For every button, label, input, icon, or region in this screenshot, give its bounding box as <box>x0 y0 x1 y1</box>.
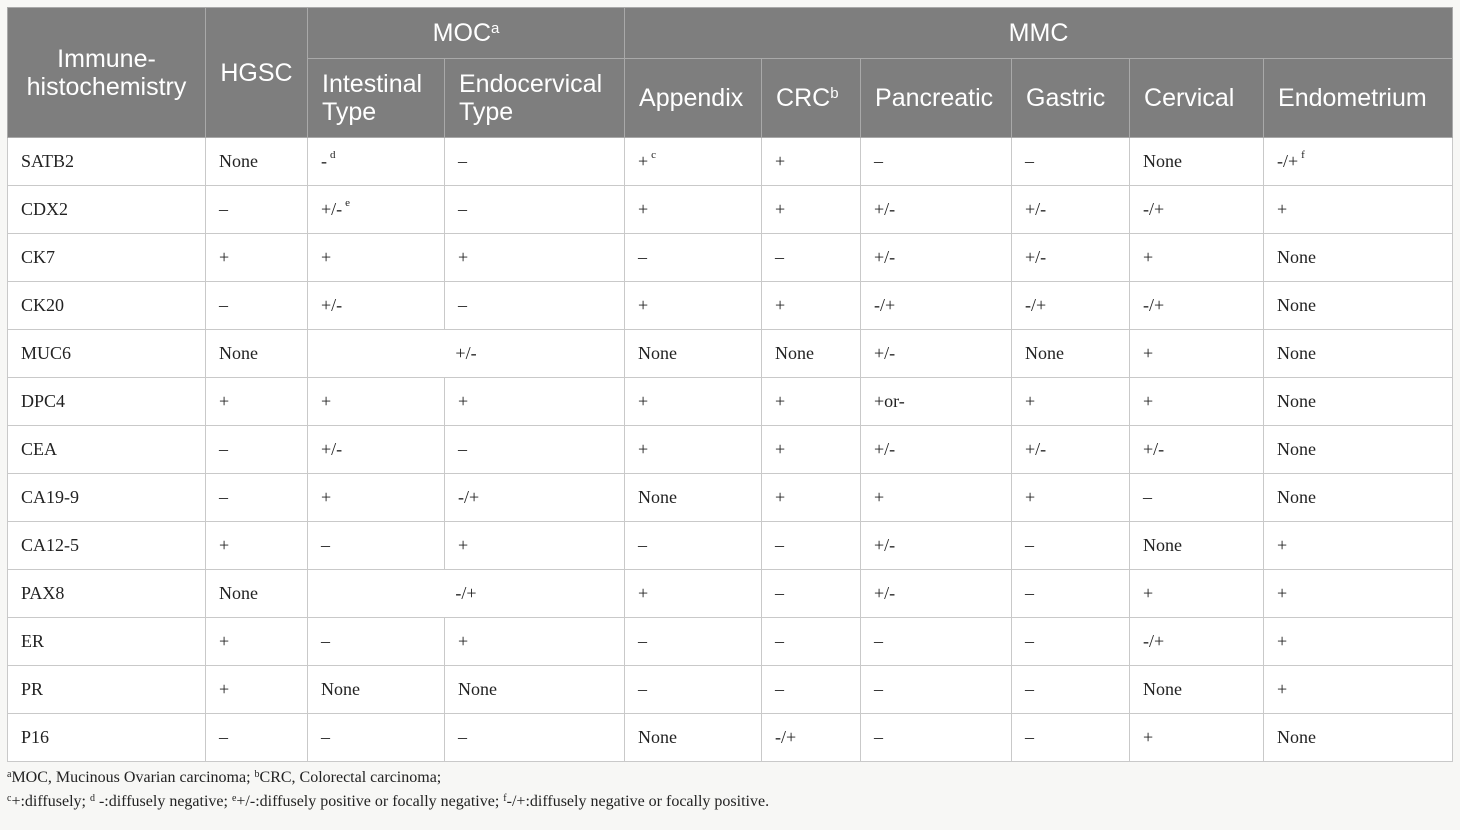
cell-endometrium <box>1264 234 1453 282</box>
cell-endometrium <box>1264 426 1453 474</box>
cell-appendix-value: None <box>638 343 678 363</box>
cell-endometrium-value: None <box>1277 439 1317 459</box>
cell-hgsc <box>206 714 308 762</box>
cell-appendix-footnote-sup: c <box>651 149 657 161</box>
cell-pancreatic <box>861 666 1012 714</box>
cell-intestinal-value: + <box>321 247 332 267</box>
cell-appendix <box>625 378 762 426</box>
cell-cervical <box>1130 522 1264 570</box>
cell-gastric <box>1012 330 1130 378</box>
cell-endometrium-value: None <box>1277 727 1317 747</box>
cell-crc <box>762 234 861 282</box>
cell-endocervical <box>445 714 625 762</box>
table-row <box>8 570 1453 618</box>
cell-hgsc <box>206 666 308 714</box>
cell-marker: CA19-9 <box>8 474 206 522</box>
cell-marker: DPC4 <box>8 378 206 426</box>
table-row <box>8 378 1453 426</box>
cell-endometrium <box>1264 714 1453 762</box>
cell-marker: CK20 <box>8 282 206 330</box>
cell-crc <box>762 522 861 570</box>
cell-crc <box>762 138 861 186</box>
cell-endocervical <box>445 186 625 234</box>
header-mmc: MMC <box>625 8 1453 59</box>
cell-endocervical <box>445 234 625 282</box>
cell-intestinal-value: +/- <box>321 439 343 459</box>
cell-cervical <box>1130 282 1264 330</box>
footnote-c-text: +:diffusely; <box>11 793 90 810</box>
cell-cervical-value: + <box>1143 727 1154 747</box>
cell-hgsc-value: – <box>219 439 228 459</box>
cell-crc-value: – <box>775 535 785 555</box>
cell-endocervical <box>445 618 625 666</box>
header-endometrium: Endometrium <box>1264 59 1453 138</box>
cell-endometrium <box>1264 618 1453 666</box>
cell-pancreatic <box>861 138 1012 186</box>
cell-intestinal-footnote-sup: e <box>345 197 351 209</box>
cell-appendix-value: – <box>638 535 648 555</box>
cell-crc-value: None <box>775 343 815 363</box>
cell-intestinal-footnote-sup: d <box>330 149 336 161</box>
cell-hgsc-value: + <box>219 247 230 267</box>
cell-appendix-value: + <box>638 295 649 315</box>
cell-moc-merged: +/- <box>308 330 625 378</box>
cell-gastric-value: – <box>1025 679 1035 699</box>
cell-appendix <box>625 570 762 618</box>
cell-marker: PAX8 <box>8 570 206 618</box>
cell-endocervical-value: + <box>458 391 469 411</box>
footnote-e-sup: e <box>231 793 237 804</box>
footnote-f-text: -/+:diffusely negative or focally positive. <box>506 793 770 810</box>
cell-pancreatic-value: – <box>874 727 884 747</box>
cell-crc-value: + <box>775 487 786 507</box>
cell-appendix-value: + <box>638 151 649 171</box>
cell-appendix-value: – <box>638 247 648 267</box>
cell-endometrium-value: + <box>1277 535 1288 555</box>
cell-hgsc-value: – <box>219 199 228 219</box>
cell-cervical <box>1130 186 1264 234</box>
cell-crc <box>762 426 861 474</box>
cell-pancreatic-value: +/- <box>874 199 896 219</box>
footnote-d-sup: d <box>89 793 95 804</box>
cell-hgsc-value: None <box>219 583 258 603</box>
cell-pancreatic-value: + <box>874 487 885 507</box>
cell-marker: CDX2 <box>8 186 206 234</box>
cell-endocervical-value: None <box>458 679 497 699</box>
cell-endocervical-value: – <box>458 439 467 459</box>
cell-endometrium <box>1264 666 1453 714</box>
cell-endocervical-value: + <box>458 247 469 267</box>
cell-endometrium <box>1264 570 1453 618</box>
table-row <box>8 474 1453 522</box>
footnote-e-text: +/-:diffusely positive or focally negative; <box>236 793 504 810</box>
cell-appendix-value: + <box>638 583 649 603</box>
cell-cervical-value: -/+ <box>1143 295 1165 315</box>
table-row <box>8 282 1453 330</box>
cell-pancreatic-value: +/- <box>874 439 896 459</box>
cell-pancreatic <box>861 426 1012 474</box>
header-gastric: Gastric <box>1012 59 1130 138</box>
cell-endocervical-value: -/+ <box>458 487 480 507</box>
cell-endometrium-value: + <box>1277 583 1288 603</box>
header-endocervical-type: Endocervical Type <box>445 59 625 138</box>
cell-gastric-value: – <box>1025 727 1035 747</box>
cell-endocervical <box>445 522 625 570</box>
cell-intestinal-value: – <box>321 727 330 747</box>
cell-appendix-value: None <box>638 487 678 507</box>
cell-cervical <box>1130 330 1264 378</box>
cell-crc <box>762 618 861 666</box>
cell-intestinal <box>308 378 445 426</box>
ihc-table-container <box>7 7 1452 814</box>
cell-appendix <box>625 186 762 234</box>
cell-endometrium-value: None <box>1277 487 1317 507</box>
cell-marker: ER <box>8 618 206 666</box>
cell-cervical <box>1130 138 1264 186</box>
table-row <box>8 426 1453 474</box>
cell-pancreatic-value: – <box>874 151 884 171</box>
table-row <box>8 618 1453 666</box>
table-row <box>8 234 1453 282</box>
table-row <box>8 666 1453 714</box>
cell-gastric-value: – <box>1025 583 1035 603</box>
cell-appendix <box>625 522 762 570</box>
cell-gastric <box>1012 426 1130 474</box>
cell-hgsc-value: – <box>219 487 228 507</box>
cell-pancreatic <box>861 330 1012 378</box>
cell-crc-value: – <box>775 631 785 651</box>
cell-cervical-value: None <box>1143 151 1183 171</box>
cell-pancreatic <box>861 378 1012 426</box>
cell-marker: CK7 <box>8 234 206 282</box>
cell-gastric-value: – <box>1025 151 1035 171</box>
cell-crc-value: + <box>775 439 786 459</box>
cell-pancreatic <box>861 186 1012 234</box>
cell-crc <box>762 378 861 426</box>
cell-endocervical-value: – <box>458 727 467 747</box>
cell-endocervical-value: + <box>458 535 469 555</box>
header-appendix: Appendix <box>625 59 762 138</box>
cell-appendix <box>625 618 762 666</box>
cell-cervical-value: + <box>1143 391 1154 411</box>
cell-appendix-value: – <box>638 679 648 699</box>
cell-intestinal <box>308 618 445 666</box>
cell-appendix <box>625 138 762 186</box>
cell-endocervical <box>445 378 625 426</box>
cell-hgsc <box>206 378 308 426</box>
cell-intestinal <box>308 666 445 714</box>
cell-intestinal <box>308 186 445 234</box>
footnote-c-sup: c <box>7 793 12 804</box>
cell-crc-value: + <box>775 295 786 315</box>
cell-cervical-value: -/+ <box>1143 631 1165 651</box>
cell-hgsc-value: + <box>219 631 230 651</box>
cell-cervical-value: + <box>1143 583 1154 603</box>
cell-endometrium-value: None <box>1277 391 1317 411</box>
cell-cervical-value: None <box>1143 679 1183 699</box>
cell-crc-value: – <box>775 247 785 267</box>
header-immunohistochemistry: Immune- histochemistry <box>8 8 206 138</box>
cell-cervical <box>1130 666 1264 714</box>
cell-gastric-value: – <box>1025 631 1035 651</box>
cell-intestinal <box>308 138 445 186</box>
cell-gastric-value: +/- <box>1025 439 1047 459</box>
cell-intestinal <box>308 282 445 330</box>
cell-gastric <box>1012 618 1130 666</box>
cell-cervical-value: +/- <box>1143 439 1165 459</box>
cell-endocervical-value: + <box>458 631 469 651</box>
cell-endocervical <box>445 474 625 522</box>
cell-pancreatic <box>861 282 1012 330</box>
header-cervical: Cervical <box>1130 59 1264 138</box>
cell-appendix <box>625 234 762 282</box>
cell-intestinal <box>308 234 445 282</box>
cell-gastric-value: + <box>1025 391 1036 411</box>
cell-crc <box>762 282 861 330</box>
cell-endometrium-value: -/+ <box>1277 151 1299 171</box>
cell-endometrium <box>1264 378 1453 426</box>
cell-crc <box>762 714 861 762</box>
cell-pancreatic-value: +/- <box>874 535 896 555</box>
cell-endometrium-value: None <box>1277 295 1317 315</box>
cell-endometrium-value: + <box>1277 679 1288 699</box>
cell-pancreatic-value: +/- <box>874 583 896 603</box>
footnote-f-sup: f <box>503 793 507 804</box>
cell-cervical-value: None <box>1143 535 1183 555</box>
footnote-d-text: -:diffusely negative; <box>94 793 232 810</box>
cell-gastric <box>1012 282 1130 330</box>
cell-hgsc <box>206 426 308 474</box>
cell-pancreatic-value: +/- <box>874 343 896 363</box>
cell-gastric-value: +/- <box>1025 199 1047 219</box>
cell-endometrium <box>1264 186 1453 234</box>
cell-marker: CEA <box>8 426 206 474</box>
cell-crc-value: -/+ <box>775 727 797 747</box>
cell-appendix-value: + <box>638 199 649 219</box>
cell-endocervical-value: – <box>458 199 467 219</box>
cell-gastric <box>1012 234 1130 282</box>
table-row <box>8 186 1453 234</box>
cell-crc <box>762 186 861 234</box>
header-pancreatic: Pancreatic <box>861 59 1012 138</box>
header-hgsc: HGSC <box>206 8 308 138</box>
table-row <box>8 714 1453 762</box>
footnote-a-sup: a <box>7 769 12 780</box>
cell-endometrium <box>1264 522 1453 570</box>
cell-intestinal <box>308 474 445 522</box>
cell-crc-value: + <box>775 199 786 219</box>
cell-marker: CA12-5 <box>8 522 206 570</box>
cell-gastric <box>1012 666 1130 714</box>
cell-gastric <box>1012 378 1130 426</box>
cell-appendix <box>625 426 762 474</box>
cell-hgsc <box>206 570 308 618</box>
cell-endometrium-value: + <box>1277 199 1288 219</box>
cell-pancreatic-value: +/- <box>874 247 896 267</box>
cell-gastric <box>1012 714 1130 762</box>
cell-hgsc <box>206 618 308 666</box>
cell-intestinal-value: +/- <box>321 199 343 219</box>
cell-crc <box>762 570 861 618</box>
cell-cervical-value: -/+ <box>1143 199 1165 219</box>
cell-hgsc <box>206 474 308 522</box>
cell-intestinal <box>308 522 445 570</box>
cell-pancreatic-value: -/+ <box>874 295 896 315</box>
header-moc-sup: a <box>491 20 500 37</box>
cell-crc-value: + <box>775 151 786 171</box>
cell-endometrium-value: None <box>1277 343 1317 363</box>
header-crc <box>762 59 861 138</box>
cell-gastric <box>1012 474 1130 522</box>
cell-hgsc <box>206 330 308 378</box>
cell-gastric <box>1012 186 1130 234</box>
cell-crc-value: – <box>775 679 785 699</box>
cell-crc <box>762 330 861 378</box>
cell-cervical <box>1130 474 1264 522</box>
cell-pancreatic <box>861 570 1012 618</box>
footnote-a-text: MOC, Mucinous Ovarian carcinoma; <box>11 769 255 786</box>
cell-hgsc-value: + <box>219 391 230 411</box>
cell-gastric-value: -/+ <box>1025 295 1047 315</box>
header-crc-label: CRC <box>776 84 831 112</box>
cell-appendix <box>625 330 762 378</box>
cell-intestinal-value: + <box>321 487 332 507</box>
table-footnotes <box>7 766 1452 814</box>
cell-intestinal <box>308 426 445 474</box>
cell-endometrium <box>1264 330 1453 378</box>
cell-marker: MUC6 <box>8 330 206 378</box>
ihc-table <box>7 7 1453 762</box>
cell-hgsc-value: None <box>219 151 258 171</box>
cell-appendix <box>625 666 762 714</box>
cell-hgsc-value: + <box>219 679 230 699</box>
cell-cervical-value: + <box>1143 343 1154 363</box>
header-moc-label: MOC <box>432 19 491 47</box>
cell-marker: SATB2 <box>8 138 206 186</box>
table-row <box>8 522 1453 570</box>
footnote-b-text: CRC, Colorectal carcinoma; <box>259 769 442 786</box>
cell-endocervical-value: – <box>458 151 467 171</box>
cell-moc-merged: -/+ <box>308 570 625 618</box>
cell-gastric-value: None <box>1025 343 1065 363</box>
cell-endometrium-footnote-sup: f <box>1301 149 1305 161</box>
cell-cervical-value: + <box>1143 247 1154 267</box>
cell-cervical <box>1130 234 1264 282</box>
cell-cervical <box>1130 618 1264 666</box>
cell-pancreatic <box>861 234 1012 282</box>
cell-endocervical-value: – <box>458 295 467 315</box>
cell-endocervical <box>445 666 625 714</box>
cell-gastric-value: +/- <box>1025 247 1047 267</box>
cell-intestinal-value: – <box>321 631 330 651</box>
cell-endometrium-value: + <box>1277 631 1288 651</box>
header-crc-sup: b <box>830 85 839 102</box>
header-moc <box>308 8 625 59</box>
cell-intestinal <box>308 714 445 762</box>
cell-appendix-value: None <box>638 727 678 747</box>
cell-hgsc <box>206 282 308 330</box>
cell-cervical <box>1130 426 1264 474</box>
cell-hgsc <box>206 186 308 234</box>
cell-intestinal-value: None <box>321 679 360 699</box>
cell-endometrium-value: None <box>1277 247 1317 267</box>
cell-hgsc-value: + <box>219 535 230 555</box>
cell-endocervical <box>445 282 625 330</box>
cell-appendix <box>625 282 762 330</box>
cell-endometrium <box>1264 282 1453 330</box>
cell-pancreatic-value: – <box>874 679 884 699</box>
cell-pancreatic <box>861 618 1012 666</box>
cell-appendix <box>625 474 762 522</box>
footnote-b-sup: b <box>254 769 260 780</box>
cell-pancreatic <box>861 714 1012 762</box>
table-body <box>8 138 1453 762</box>
cell-gastric-value: – <box>1025 535 1035 555</box>
table-header <box>8 8 1453 138</box>
cell-endometrium <box>1264 138 1453 186</box>
cell-intestinal-value: +/- <box>321 295 343 315</box>
table-row <box>8 138 1453 186</box>
cell-hgsc-value: None <box>219 343 258 363</box>
cell-crc-value: + <box>775 391 786 411</box>
cell-cervical <box>1130 714 1264 762</box>
cell-cervical-value: – <box>1143 487 1153 507</box>
cell-crc <box>762 666 861 714</box>
cell-marker: PR <box>8 666 206 714</box>
cell-intestinal-value: - <box>321 151 327 171</box>
cell-appendix-value: – <box>638 631 648 651</box>
cell-pancreatic-value: – <box>874 631 884 651</box>
cell-endocervical <box>445 138 625 186</box>
cell-pancreatic <box>861 522 1012 570</box>
cell-appendix-value: + <box>638 439 649 459</box>
cell-cervical <box>1130 570 1264 618</box>
cell-crc-value: – <box>775 583 785 603</box>
cell-hgsc-value: – <box>219 295 228 315</box>
cell-gastric <box>1012 138 1130 186</box>
cell-hgsc <box>206 522 308 570</box>
header-intestinal-type: Intestinal Type <box>308 59 445 138</box>
cell-endometrium <box>1264 474 1453 522</box>
cell-pancreatic-value: +or- <box>874 391 905 411</box>
cell-hgsc <box>206 138 308 186</box>
cell-hgsc <box>206 234 308 282</box>
footnote-line-2 <box>7 790 1452 814</box>
cell-intestinal-value: – <box>321 535 330 555</box>
cell-hgsc-value: – <box>219 727 228 747</box>
cell-gastric <box>1012 570 1130 618</box>
cell-gastric-value: + <box>1025 487 1036 507</box>
cell-marker: P16 <box>8 714 206 762</box>
cell-crc <box>762 474 861 522</box>
footnote-line-1 <box>7 766 1452 790</box>
cell-appendix <box>625 714 762 762</box>
cell-pancreatic <box>861 474 1012 522</box>
cell-appendix-value: + <box>638 391 649 411</box>
table-row <box>8 330 1453 378</box>
cell-intestinal-value: + <box>321 391 332 411</box>
cell-gastric <box>1012 522 1130 570</box>
cell-cervical <box>1130 378 1264 426</box>
cell-endocervical <box>445 426 625 474</box>
